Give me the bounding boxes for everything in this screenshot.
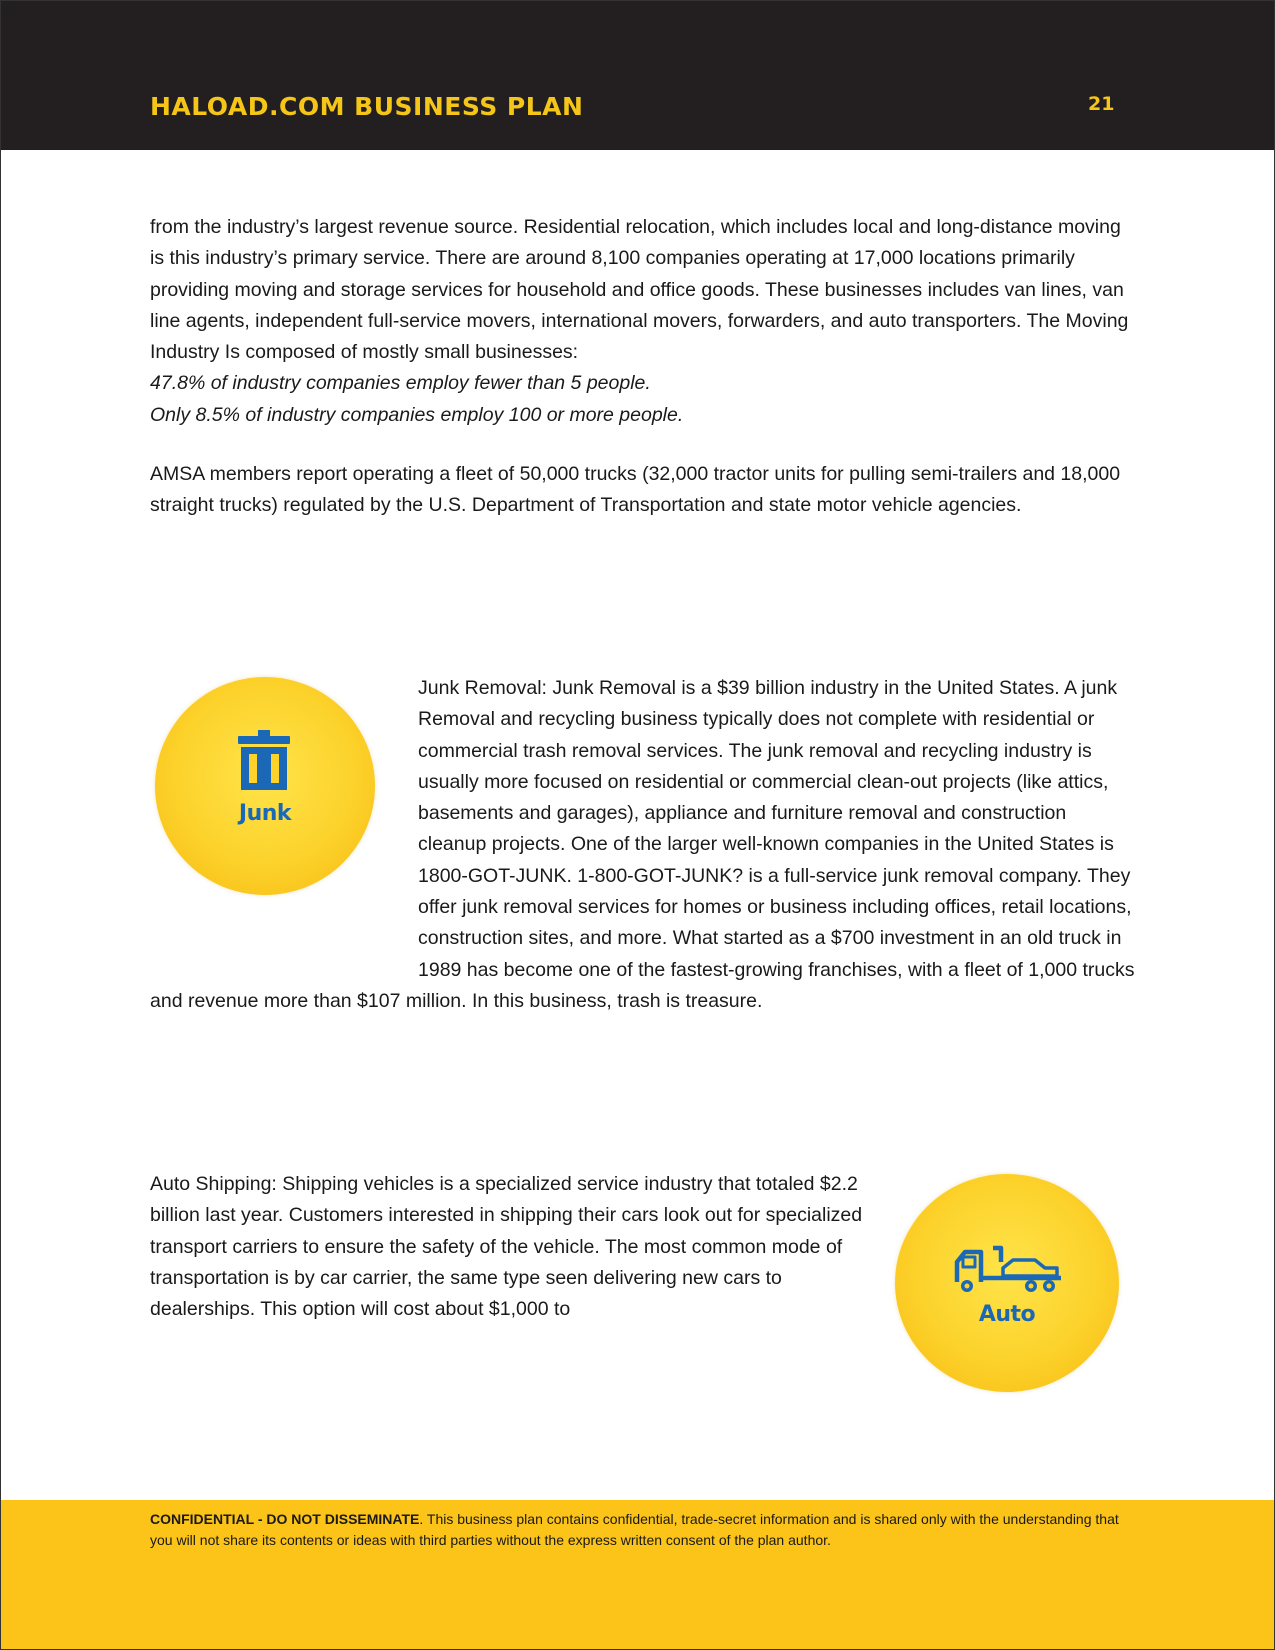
moving-industry-section — [150, 212, 1140, 431]
stat-small-companies: 47.8% of industry companies employ fewer than 5 people. — [150, 372, 651, 395]
document-title: HALOAD.COM BUSINESS PLAN — [150, 92, 584, 121]
tow-truck-icon — [953, 1242, 1065, 1294]
junk-paragraph: Junk Removal: Junk Removal is a $39 billion industry in the United States. A junk Removal and recycling business typically does not complete with residential or commercial trash removal services. The junk removal and recycling industry is usually more focused on residential or commercial clean-out projects (like attics, basements and garages), appliance and furniture removal and construction cleanup projects. One of the larger well-known companies in the United States is 1800-GOT-JUNK. 1-800-GOT-JUNK? is a full-service junk removal company. They offer junk removal services for homes or business including offices, retail locations, construction sites, and more. What started as a $700 investment in an old truck in 1989 has become one of the fastest-growing franchises, with a fleet of 1,000 trucks and revenue more than $107 million. In this business, trash is treasure. — [150, 677, 1135, 1012]
page-number: 21 — [1088, 93, 1115, 115]
page-header — [0, 0, 1275, 150]
auto-shipping-section — [150, 1169, 870, 1325]
confidential-text: . This business plan contains confidential, trade-secret information and is shared only with the understanding that you will not share its contents or ideas with third parties without the express written consent of the plan author. — [150, 1511, 1119, 1548]
confidentiality-notice — [150, 1509, 1140, 1551]
junk-badge-label: Junk — [238, 801, 292, 826]
junk-removal-section — [150, 673, 1135, 1017]
auto-badge-label: Auto — [978, 1302, 1036, 1327]
stat-large-companies: Only 8.5% of industry companies employ 100 or more people. — [150, 403, 684, 426]
amsa-section — [150, 459, 1140, 522]
amsa-paragraph: AMSA members report operating a fleet of 50,000 trucks (32,000 tractor units for pulling semi-trailers and 18,000 straight trucks) regulated by the U.S. Department of Transportation and state motor vehicle agencies. — [150, 463, 1121, 517]
auto-badge — [895, 1174, 1119, 1392]
badge-spacer — [150, 673, 418, 955]
confidential-label: CONFIDENTIAL - DO NOT DISSEMINATE — [150, 1511, 420, 1527]
auto-paragraph: Auto Shipping: Shipping vehicles is a specialized service industry that totaled $2.2 billion last year. Customers interested in shipping their cars look out for specialized transport carriers to ensure the safety of the vehicle. The most common mode of transportation is by car carrier, the same type seen delivering new cars to dealerships. This option will cost about $1,000 to — [150, 1173, 863, 1321]
moving-paragraph: from the industry’s largest revenue source. Residential relocation, which includes local and long-distance moving is this industry’s primary service. There are around 8,100 companies operating at 17,000 locations primarily providing moving and storage services for household and office goods. These businesses includes van lines, van line agents, independent full-service movers, international movers, forwarders, and auto transporters. The Moving Industry Is composed of mostly small businesses: — [150, 216, 1129, 364]
